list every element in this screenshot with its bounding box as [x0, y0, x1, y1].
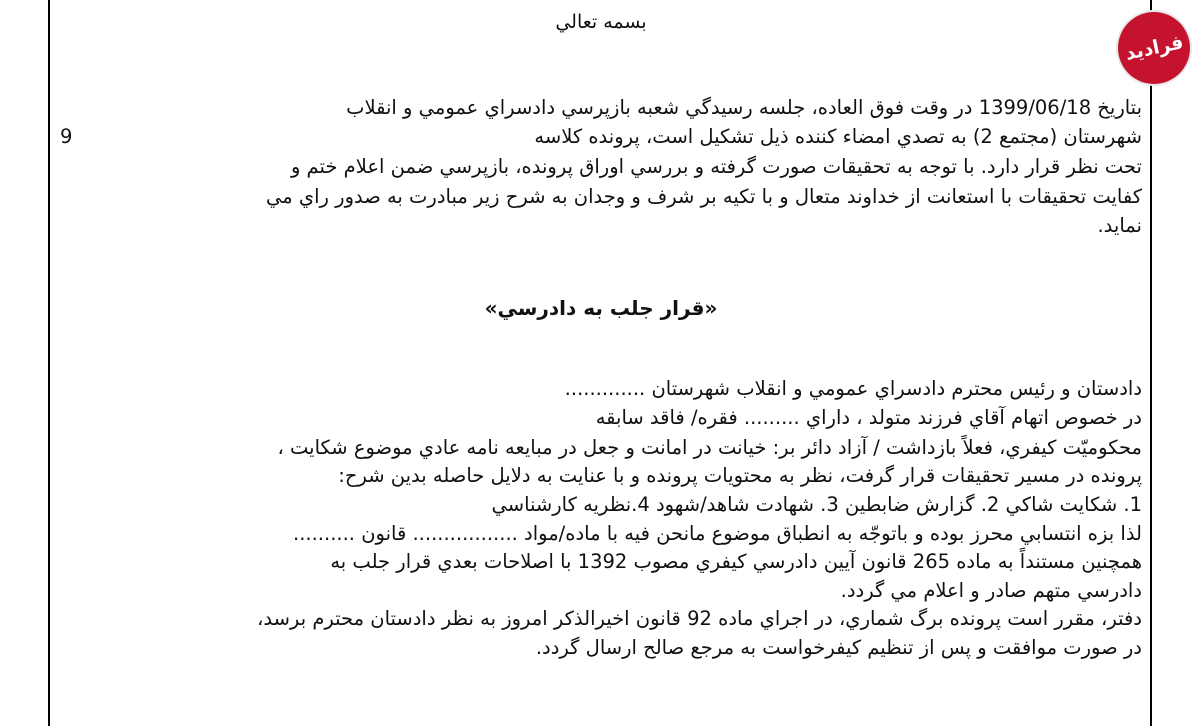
site-logo-text: فرادید	[1123, 31, 1185, 65]
intro-line-4: كفايت تحقيقات با استعانت از خداوند متعال و با تكيه بر شرف و وجدان به شرح زير مبادرت به صدور راي مي	[265, 185, 1142, 208]
body-line-2: در خصوص اتهام آقاي فرزند متولد ، داراي ......... فقره/ فاقد سابقه	[595, 406, 1142, 429]
body-line-10: در صورت موافقت و پس از تنظيم كيفرخواست به مرجع صالح ارسال گردد.	[535, 636, 1142, 659]
case-ref-fragment: 9	[60, 125, 73, 148]
body-line-6: لذا بزه انتسابي محرز بوده و باتوجّه به انطباق موضوع مانحن فيه با ماده/مواد ................. قانون ..........	[293, 522, 1142, 545]
document-page	[60, 0, 1142, 726]
body-line-9: دفتر، مقرر است پرونده برگ شماري، در اجراي ماده 92 قانون اخيرالذكر امروز به نظر دادستان محترم برسد،	[257, 607, 1142, 630]
body-line-7: همچنين مستنداً به ماده 265 قانون آيين دادرسي كيفري مصوب 1392 با اصلاحات بعدي قرار جلب به	[330, 550, 1142, 573]
body-line-5: 1. شكايت شاكي 2. گزارش ضابطين 3. شهادت شاهد/شهود 4.نظريه كارشناسي	[491, 493, 1142, 516]
intro-line-3: تحت نظر قرار دارد. با توجه به تحقيقات صورت گرفته و بررسي اوراق پرونده، بازپرسي ضمن اعلام ختم و	[290, 155, 1142, 178]
body-line-4: پرونده در مسير تحقيقات قرار گرفت، نظر به محتويات پرونده و با عنايت به دلايل حاصله بدين شرح:	[338, 464, 1142, 487]
intro-line-2: شهرستان (مجتمع 2) به تصدي امضاء كننده ذيل تشكيل است، پرونده كلاسه	[534, 125, 1142, 148]
page-border-left	[48, 0, 50, 726]
intro-line-5: نمايد.	[1097, 214, 1142, 237]
body-line-3: محكوميّت كيفري، فعلاً بازداشت / آزاد دائر بر: خيانت در امانت و جعل در مبايعه نامه عادي موضوع شكايت ،	[277, 436, 1142, 459]
body-line-8: دادرسي متهم صادر و اعلام مي گردد.	[840, 579, 1142, 602]
body-line-1: دادستان و رئيس محترم دادسراي عمومي و انقلاب شهرستان .............	[564, 377, 1142, 400]
document-heading: بسمه تعالي	[555, 11, 647, 33]
page-border-right	[1150, 0, 1152, 726]
intro-line-1: بتاريخ 1399/06/18 در وقت فوق العاده، جلسه رسيدگي شعبه بازپرسي دادسراي عمومي و انقلاب	[346, 96, 1142, 119]
document-title: «قرار جلب به دادرسي»	[484, 296, 718, 320]
